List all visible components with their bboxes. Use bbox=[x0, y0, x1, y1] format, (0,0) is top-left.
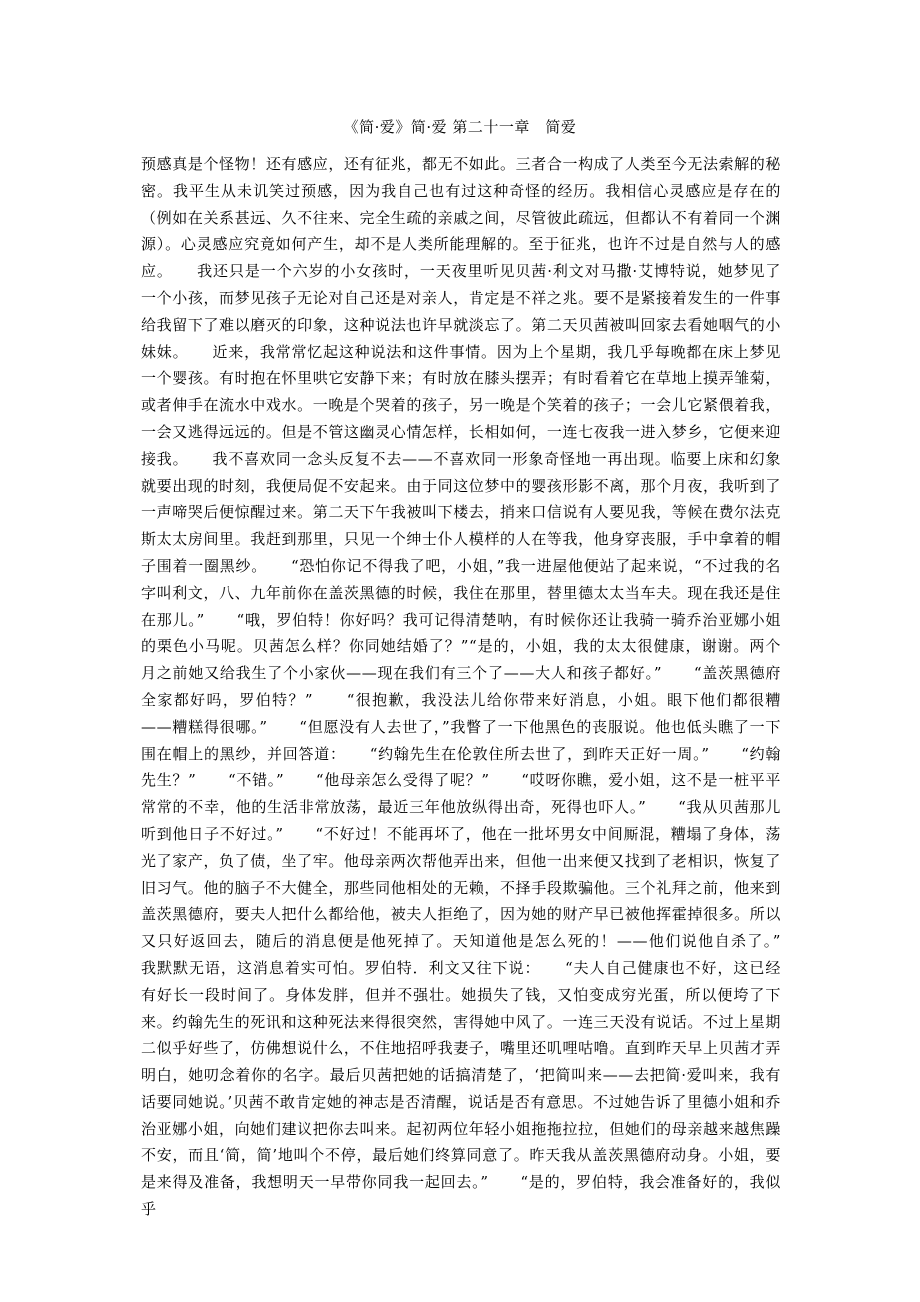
document-body-text: 预感真是个怪物！还有感应，还有征兆，都无不如此。三者合一构成了人类至今无法索解的秘密。我平生从未讥笑过预感，因为我自己也有过这种奇怪的经历。我相信心灵感应是存在的（例如在关系甚远、久不往来、完全生疏的亲戚之间，尽管彼此疏远，但都认不有着同一个渊源）。心灵感应究竟如何产生，却不是人类所能理解的。至于征兆，也许不过是自然与人的感应。 我还只是一个六岁的小女孩时，一天夜里听见贝茜·利文对马撒·艾博特说，她梦见了一个小孩，而梦见孩子无论对自己还是对亲人，肯定是不祥之兆。要不是紧接着发生的一件事给我留下了难以磨灭的印象，这种说法也许早就淡忘了。第二天贝茜被叫回家去看她咽气的小妹妹。 近来，我常常忆起这种说法和这件事情。因为上个星期，我几乎每晚都在床上梦见一个婴孩。有时抱在怀里哄它安静下来；有时放在膝头摆弄；有时看着它在草地上摸弄雏菊，或者伸手在流水中戏水。一晚是个哭着的孩子，另一晚是个笑着的孩子；一会儿它紧偎着我，一会又逃得远远的。但是不管这幽灵心情怎样，长相如何，一连七夜我一进入梦乡，它便来迎接我。 我不喜欢同一念头反复不去——不喜欢同一形象奇怪地一再出现。临要上床和幻象就要出现的时刻，我便局促不安起来。由于同这位梦中的婴孩形影不离，那个月夜，我听到了一声啼哭后便惊醒过来。第二天下午我被叫下楼去，捎来口信说有人要见我，等候在费尔法克斯太太房间里。我赶到那里，只见一个绅士仆人模样的人在等我，他身穿丧服，手中拿着的帽子围着一圈黑纱。 “恐怕你记不得我了吧，小姐，”我一进屋他便站了起来说，“不过我的名字叫利文，八、九年前你在盖茨黑德的时候，我住在那里，替里德太太当车夫。现在我还是住在那儿。” “哦，罗伯特！你好吗？我可记得清楚呐，有时候你还让我骑一骑乔治亚娜小姐的栗色小马呢。贝茜怎么样？你同她结婚了？”“是的，小姐，我的太太很健康，谢谢。两个月之前她又给我生了个小家伙——现在我们有三个了——大人和孩子都好。” “盖茨黑德府全家都好吗，罗伯特？” “很抱歉，我没法儿给你带来好消息，小姐。眼下他们都很糟——糟糕得很哪。” “但愿没有人去世了，”我瞥了一下他黑色的丧服说。他也低头瞧了一下围在帽上的黑纱，并回答道： “约翰先生在伦敦住所去世了，到昨天正好一周。” “约翰先生？” “不错。” “他母亲怎么受得了呢？” “哎呀你瞧，爱小姐，这不是一桩平平常常的不幸，他的生活非常放荡，最近三年他放纵得出奇，死得也吓人。” “我从贝茜那儿听到他日子不好过。” “不好过！不能再坏了，他在一批坏男女中间厮混，糟塌了身体，荡光了家产，负了债，坐了牢。他母亲两次帮他弄出来，但他一出来便又找到了老相识，恢复了旧习气。他的脑子不大健全，那些同他相处的无赖，不择手段欺骗他。三个礼拜之前，他来到盖茨黑德府，要夫人把什么都给他，被夫人拒绝了，因为她的财产早已被他挥霍掉很多。所以又只好返回去，随后的消息便是他死掉了。天知道他是怎么死的！——他们说他自杀了。” 我默默无语，这消息着实可怕。罗伯特．利文又往下说： “夫人自己健康也不好，这已经有好长一段时间了。身体发胖，但并不强壮。她损失了钱，又怕变成穷光蛋，所以便垮了下来。约翰先生的死讯和这种死法来得很突然，害得她中风了。一连三天没有说话。不过上星期二似乎好些了，仿佛想说什么，不住地招呼我妻子，嘴里还叽哩咕噜。直到昨天早上贝茜才弄明白，她叨念着你的名字。最后贝茜把她的话搞清楚了，‘把简叫来——去把简·爱叫来，我有话要同她说。’贝茜不敢肯定她的神志是否清醒，说话是否有意思。不过她告诉了里德小姐和乔治亚娜小姐，向她们建议把你去叫来。起初两位年轻小姐拖拖拉拉，但她们的母亲越来越焦躁不安，而且‘简，简’地叫个不停，最后她们终算同意了。昨天我从盖茨黑德府动身。小姐，要是来得及准备，我想明天一早带你同我一起回去。” “是的，罗伯特，我会准备好的，我似乎 bbox=[141, 155, 813, 1219]
document-title: 《简·爱》简·爱 第二十一章 简爱 bbox=[343, 118, 577, 136]
